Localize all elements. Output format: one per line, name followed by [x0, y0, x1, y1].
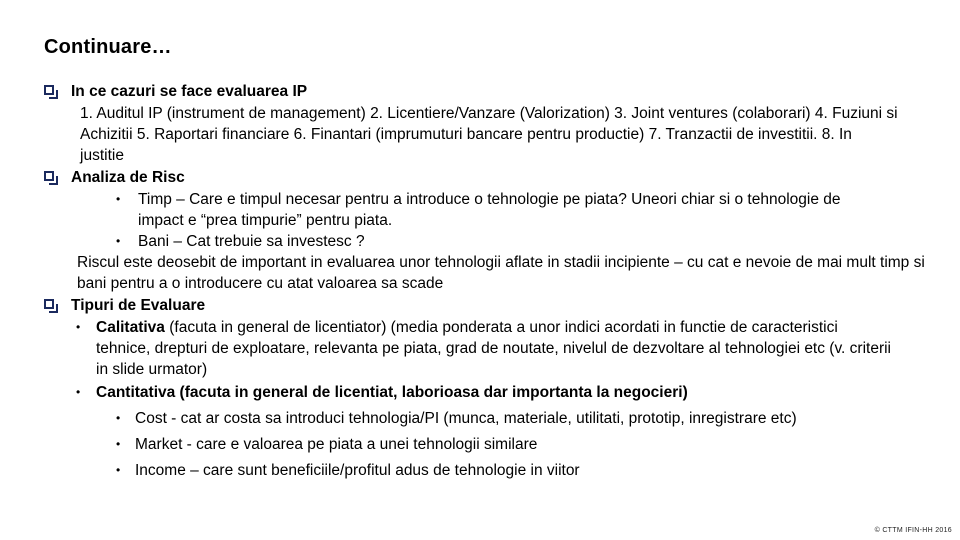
- risk-bullet-money: • Bani – Cat trebuie sa investesc ?: [116, 233, 365, 250]
- type-quantitative: • Cantitativa (facuta in general de licentiat, laborioasa dar importanta la negocieri): [76, 384, 688, 401]
- bullet-dot: •: [116, 437, 121, 451]
- copyright-footer: © CTTM IFIN-HH 2016: [874, 527, 952, 534]
- bullet-dot: •: [76, 320, 81, 334]
- slide-title: Continuare…: [44, 36, 172, 58]
- quantitative-item-market: • Market - care e valoarea pe piata a unei tehnologii similare: [116, 436, 538, 453]
- bullet-dot: •: [116, 463, 121, 477]
- bullet-dot: •: [76, 385, 81, 399]
- type-qualitative: • Calitativa (facuta in general de licentiator) (media ponderata a unor indici acordati in functie de caracteristici tehnice, drepturi de exploatare, relevanta pe piata, grad de noutate, nivelul de dezvoltare al tehnologiei etc (v. criterii in slide urmator): [76, 319, 892, 378]
- bullet-dot: •: [116, 192, 121, 206]
- quantitative-item-income: • Income – care sunt beneficiile/profitul adus de tehnologie in viitor: [116, 462, 580, 479]
- cases-text: 1. Auditul IP (instrument de management) 2. Licentiere/Vanzare (Valorization) 3. Joint ventures (colaborari) 4. Fuziuni si Achizitii 5. Raportari financiare 6. Finantari (imprumuturi bancare pentru productie) 7. Tranzactii de investitii. 8. In justitie: [80, 105, 898, 164]
- section-heading-types: Tipuri de Evaluare: [44, 295, 939, 317]
- section-heading-cases: In ce cazuri se face evaluarea IP: [44, 81, 939, 103]
- slide-body: [44, 80, 939, 481]
- risk-text: Riscul este deosebit de important in evaluarea unor tehnologii aflate in stadii incipiente – cu cat e nevoie de mai mult timp si bani pentru a o introducere cu atat valoarea sa scade: [77, 254, 925, 292]
- section-heading-risk: Analiza de Risc: [44, 167, 939, 189]
- quantitative-item-cost: • Cost - cat ar costa sa introduci tehnologia/PI (munca, materiale, utilitati, prototip, inregistrare etc): [116, 410, 797, 427]
- risk-bullet-time: • Timp – Care e timpul necesar pentru a introduce o tehnologie pe piata? Uneori chiar si o tehnologie de impact e “prea timpurie” pentru piata.: [116, 191, 841, 229]
- checkbox-bullet-icon: [44, 171, 54, 181]
- bullet-dot: •: [116, 234, 121, 248]
- bullet-dot: •: [116, 411, 121, 425]
- checkbox-bullet-icon: [44, 85, 54, 95]
- checkbox-bullet-icon: [44, 299, 54, 309]
